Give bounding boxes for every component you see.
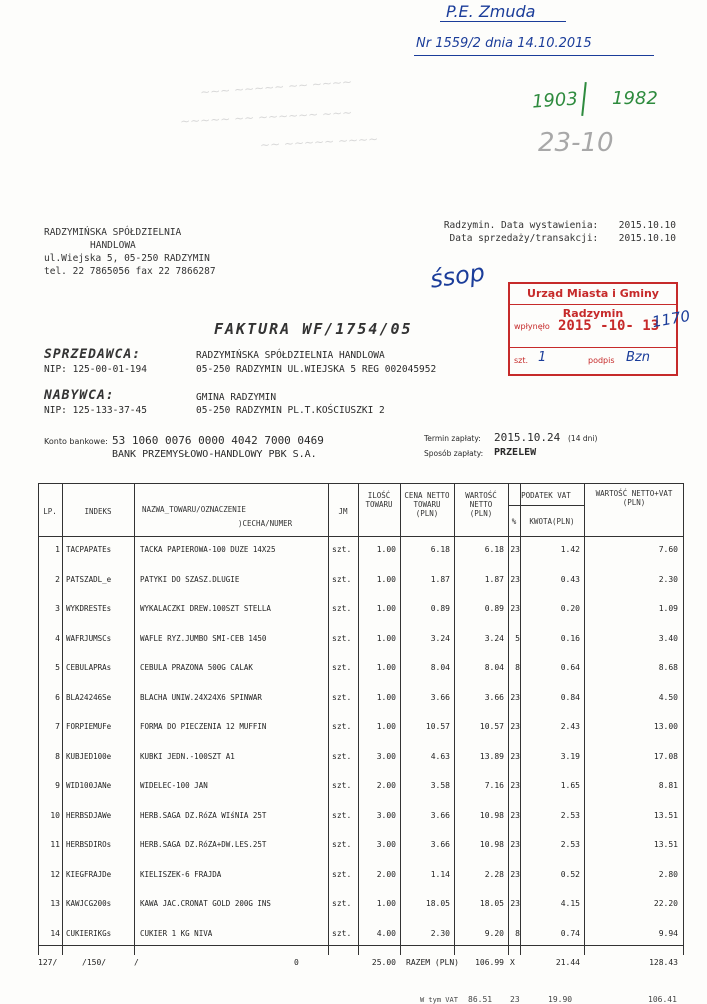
buyer-nip: NIP: 125-133-37-45 [44,405,147,416]
cell-gross: 1.09 [658,604,678,613]
header-cecha: )CECHA/NUMER [238,519,293,528]
cell-pct: 8 [515,928,520,938]
cell-vat: 2.53 [560,840,580,849]
col-line [62,483,63,955]
cell-lp: 7 [55,722,60,731]
cell-vat: 0.16 [560,633,580,643]
seller-line: tel. 22 7865056 fax 22 7866287 [44,266,216,277]
cell-pct: 23 [510,574,520,584]
cell-name: HERB.SAGA DZ.RóZA WIśNIA 25T [140,810,267,820]
cell-vat: 2.53 [560,810,580,820]
cell-vat: 1.42 [560,545,580,554]
stamp-date: 2015 -10- 13 [558,318,660,334]
row-line [38,945,684,946]
header-vat: PODATEK VAT [521,491,571,500]
cell-idx: PATSZADL_e [66,574,112,584]
cell-idx: HERBSDJAWe [66,810,112,820]
cell-pct: 23 [510,604,520,613]
cell-lp: 8 [55,751,60,761]
cell-jm: szt. [332,810,352,820]
cell-qty: 1.00 [376,722,396,731]
cell-pct: 23 [510,810,520,820]
row-line [38,536,684,537]
cell-jm: szt. [332,604,352,613]
cell-qty: 1.00 [376,663,396,672]
cell-idx: TACPAPATEs [66,545,112,554]
cell-jm: szt. [332,751,352,761]
col-line [400,483,401,955]
cell-idx: KAWJCG200s [66,899,112,908]
cell-qty: 1.00 [376,574,396,584]
cell-net: 0.89 [484,604,504,613]
cell-net: 10.98 [479,810,504,820]
cell-price: 10.57 [425,722,450,731]
stamp-divider [510,347,676,348]
reg-divider [581,82,587,116]
account-label: Konto bankowe: [44,437,108,446]
cell-idx: CUKIERIKGs [66,928,112,938]
footer-a: 127/ [38,958,58,967]
vat-summary-net: 86.51 [468,995,493,1004]
cell-gross: 4.50 [658,692,678,702]
cell-qty: 3.00 [376,810,396,820]
cell-lp: 14 [50,928,60,938]
cell-vat: 2.43 [560,722,580,731]
footer-razem: RAZEM (PLN) [406,958,459,967]
col-line [683,483,684,955]
name-underline [440,21,566,22]
cell-name: PATYKI DO SZASZ.DLUGIE [140,574,240,584]
cell-qty: 1.00 [376,692,396,702]
cell-jm: szt. [332,663,352,672]
cell-vat: 3.19 [560,751,580,761]
cell-vat: 0.74 [560,928,580,938]
header-vat-kwota: KWOTA(PLN) [529,517,575,526]
cell-pct: 23 [510,899,520,908]
ref-underline [414,55,654,56]
col-line [134,483,135,955]
cell-name: TACKA PAPIEROWA-100 DUZE 14X25 [140,545,276,554]
sale-date-label: Data sprzedaży/transakcji: [449,233,599,244]
seller-address: 05-250 RADZYMIN UL.WIEJSKA 5 REG 002045952 [196,364,437,375]
issue-date-label: Data wystawienia: [501,220,599,231]
cell-price: 3.66 [430,692,450,702]
cell-lp: 4 [55,633,60,643]
cell-name: WYKALACZKI DREW.100SZT STELLA [140,604,271,613]
cell-idx: WID100JANe [66,781,112,790]
cell-lp: 9 [55,781,60,790]
cell-price: 1.14 [430,869,450,879]
header-vat-pct: % [511,517,517,526]
issue-date: 2015.10.10 [618,220,676,231]
cell-vat: 0.43 [560,574,580,584]
due-date: 2015.10.24 [494,431,561,444]
cell-price: 3.66 [430,840,450,849]
vat-summary-label: W tym VAT [420,996,458,1004]
cell-lp: 5 [55,663,60,672]
cell-gross: 2.30 [658,574,678,584]
items-table [38,483,684,967]
cell-idx: CEBULAPRAs [66,663,112,672]
cell-qty: 2.00 [376,869,396,879]
cell-net: 10.57 [479,722,504,731]
dates-block [392,220,676,244]
cell-idx: KUBJED100e [66,751,112,761]
due-date-label: Termin zapłaty: [424,434,481,443]
ghost-scribble: ~~~~~ ~~ ~~~~~~ ~~~ [179,105,353,129]
cell-name: KUBKI JEDN.-100SZT A1 [140,751,235,761]
vat-summary-pct: 23 [510,995,520,1004]
cell-jm: szt. [332,722,352,731]
cell-gross: 17.08 [653,751,678,761]
cell-vat: 4.15 [560,899,580,908]
cell-price: 4.63 [430,751,450,761]
seller-line: RADZYMIŃSKA SPÓŁDZIELNIA [44,227,182,238]
handwritten-ref: Nr 1559/2 dnia 14.10.2015 [416,36,592,51]
cell-qty: 3.00 [376,840,396,849]
cell-gross: 9.94 [658,928,678,938]
ghost-scribble: ~~ ~~~~~ ~~~~ [259,131,379,153]
col-line [358,483,359,955]
cell-qty: 2.00 [376,781,396,790]
place-label: Radzymin. [443,220,496,231]
cell-net: 7.16 [484,781,504,790]
cell-pct: 23 [510,722,520,731]
cell-gross: 13.51 [653,840,678,849]
cell-lp: 2 [55,574,60,584]
handwritten-signature: śsop [428,258,487,294]
cell-name: KAWA JAC.CRONAT GOLD 200G INS [140,899,271,908]
cell-idx: WYKDRESTEs [66,604,112,613]
cell-lp: 13 [50,899,60,908]
handwritten-reg-b: 1982 [612,88,658,109]
cell-jm: szt. [332,692,352,702]
cell-price: 3.24 [430,633,450,643]
cell-pct: 23 [510,840,520,849]
buyer-address: 05-250 RADZYMIN PL.T.KOŚCIUSZKI 2 [196,405,385,416]
cell-pct: 5 [515,633,520,643]
cell-name: CUKIER 1 KG NIVA [140,928,213,938]
stamp-szt-label: szt. [514,356,529,365]
cell-gross: 2.80 [658,869,678,879]
cell-gross: 13.00 [653,722,678,731]
account-number: 53 1060 0076 0000 4042 7000 0469 [112,434,324,447]
cell-qty: 1.00 [376,899,396,908]
cell-price: 3.66 [430,810,450,820]
due-days: (14 dni) [568,434,598,443]
col-line [520,483,521,955]
col-line [584,483,585,955]
cell-net: 8.04 [484,663,504,672]
header-cena: CENA NETTO TOWARU (PLN) [404,491,450,518]
cell-idx: FORPIEMUFe [66,722,112,731]
footer-b: /150/ [82,958,107,967]
cell-name: HERB.SAGA DZ.RóZA+DW.LES.25T [140,840,267,849]
cell-vat: 0.52 [560,869,580,879]
cell-net: 6.18 [484,545,504,554]
cell-jm: szt. [332,928,352,938]
stamp-szt-value: 1 [538,350,547,365]
cell-vat: 1.65 [560,781,580,790]
header-lp: LP. [43,507,57,516]
stamp-number: 1170 [650,306,692,332]
col-line [328,483,329,955]
cell-gross: 13.51 [653,810,678,820]
cell-lp: 12 [50,869,60,879]
row-line [38,483,684,484]
cell-gross: 22.20 [653,899,678,908]
header-ilosc: ILOŚĆ TOWARU [365,491,393,509]
payment-method: PRZELEW [494,447,537,458]
cell-pct: 23 [510,692,520,702]
invoice-title: FAKTURA WF/1754/05 [214,320,413,338]
cell-name: FORMA DO PIECZENIA 12 MUFFIN [140,722,267,731]
buyer-label: NABYWCA: [44,388,115,403]
stamp-title: Urząd Miasta i Gminy Radzymin [510,284,676,305]
cell-jm: szt. [332,869,352,879]
footer-vat: 21.44 [555,958,580,967]
cell-lp: 6 [55,692,60,702]
cell-vat: 0.20 [560,604,580,613]
cell-gross: 8.68 [658,663,678,672]
cell-net: 2.28 [484,869,504,879]
cell-lp: 11 [50,840,60,849]
cell-lp: 3 [55,604,60,613]
cell-price: 0.89 [430,604,450,613]
header-nazwa: NAZWA_TOWARU/OZNACZENIE [142,505,246,514]
cell-net: 1.87 [484,574,504,584]
handwritten-name: P.E. Zmuda [446,2,536,21]
footer-net: 106.99 [475,958,504,967]
cell-pct: 23 [510,781,520,790]
seller-line: ul.Wiejska 5, 05-250 RADZYMIN [44,253,210,264]
cell-net: 13.89 [479,751,504,761]
vat-subheader-line [508,505,584,506]
header-brutto: WARTOŚĆ NETTO+VAT (PLN) [595,489,673,507]
cell-price: 1.87 [430,574,450,584]
header-netto: WARTOŚĆ NETTO (PLN) [465,491,497,518]
cell-jm: szt. [332,574,352,584]
cell-name: CEBULA PRAZONA 500G CALAK [140,663,253,672]
header-jm: JM [338,507,348,516]
header-indeks: INDEKS [84,507,112,516]
cell-gross: 8.81 [658,781,678,790]
vat-summary-gross: 106.41 [648,995,677,1004]
cell-pct: 23 [510,751,520,761]
cell-gross: 3.40 [658,633,678,643]
payment-method-label: Sposób zapłaty: [424,449,484,458]
cell-price: 2.30 [430,928,450,938]
cell-jm: szt. [332,545,352,554]
cell-net: 3.66 [484,692,504,702]
footer-x: X [510,958,515,967]
cell-qty: 3.00 [376,751,396,761]
cell-qty: 1.00 [376,604,396,613]
cell-lp: 10 [50,810,60,820]
col-line [454,483,455,955]
seller-name: RADZYMIŃSKA SPÓŁDZIELNIA HANDLOWA [196,350,385,361]
cell-idx: BLA24246Se [66,692,112,702]
stamp-received-label: wpłynęło [514,322,550,331]
pencil-note: 23-10 [538,128,614,158]
cell-vat: 0.64 [560,663,580,672]
cell-pct: 23 [510,545,520,554]
buyer-name: GMINA RADZYMIN [196,392,277,403]
cell-net: 10.98 [479,840,504,849]
stamp-podpis-label: podpis [588,356,615,365]
cell-price: 3.58 [430,781,450,790]
footer-c: / [134,958,139,967]
cell-price: 18.05 [425,899,450,908]
seller-nip: NIP: 125-00-01-194 [44,364,147,375]
cell-qty: 1.00 [376,545,396,554]
seller-line: HANDLOWA [90,240,136,251]
footer-zero: 0 [294,958,299,967]
cell-name: KIELISZEK-6 FRAJDA [140,869,222,879]
sale-date: 2015.10.10 [618,233,676,244]
cell-idx: HERBSDIROs [66,840,112,849]
cell-idx: WAFRJUMSCs [66,633,112,643]
cell-name: WAFLE RYZ.JUMBO SMI-CEB 1450 [140,633,267,643]
cell-net: 9.20 [484,928,504,938]
cell-name: WIDELEC-100 JAN [140,781,208,790]
cell-idx: KIEGFRAJDe [66,869,112,879]
cell-jm: szt. [332,781,352,790]
handwritten-reg-a: 1903 [531,88,579,113]
ghost-scribble: ~~~ ~~~~~ ~~ ~~~~ [199,74,353,100]
cell-jm: szt. [332,899,352,908]
cell-lp: 1 [55,545,60,554]
cell-net: 18.05 [479,899,504,908]
cell-pct: 23 [510,869,520,879]
cell-pct: 8 [515,663,520,672]
stamp-signature: Bzn [626,350,650,365]
cell-price: 8.04 [430,663,450,672]
cell-vat: 0.84 [560,692,580,702]
cell-qty: 1.00 [376,633,396,643]
cell-gross: 7.60 [658,545,678,554]
footer-gross: 128.43 [649,958,678,967]
cell-jm: szt. [332,840,352,849]
cell-jm: szt. [332,633,352,643]
seller-label: SPRZEDAWCA: [44,347,142,362]
cell-qty: 4.00 [376,928,396,938]
cell-name: BLACHA UNIW.24X24X6 SPINWAR [140,692,262,702]
seller-block [44,226,216,278]
vat-summary-vat: 19.90 [548,995,573,1004]
bank-name: BANK PRZEMYSŁOWO-HANDLOWY PBK S.A. [112,449,317,460]
cell-net: 3.24 [484,633,504,643]
cell-price: 6.18 [430,545,450,554]
footer-qty: 25.00 [371,958,396,967]
